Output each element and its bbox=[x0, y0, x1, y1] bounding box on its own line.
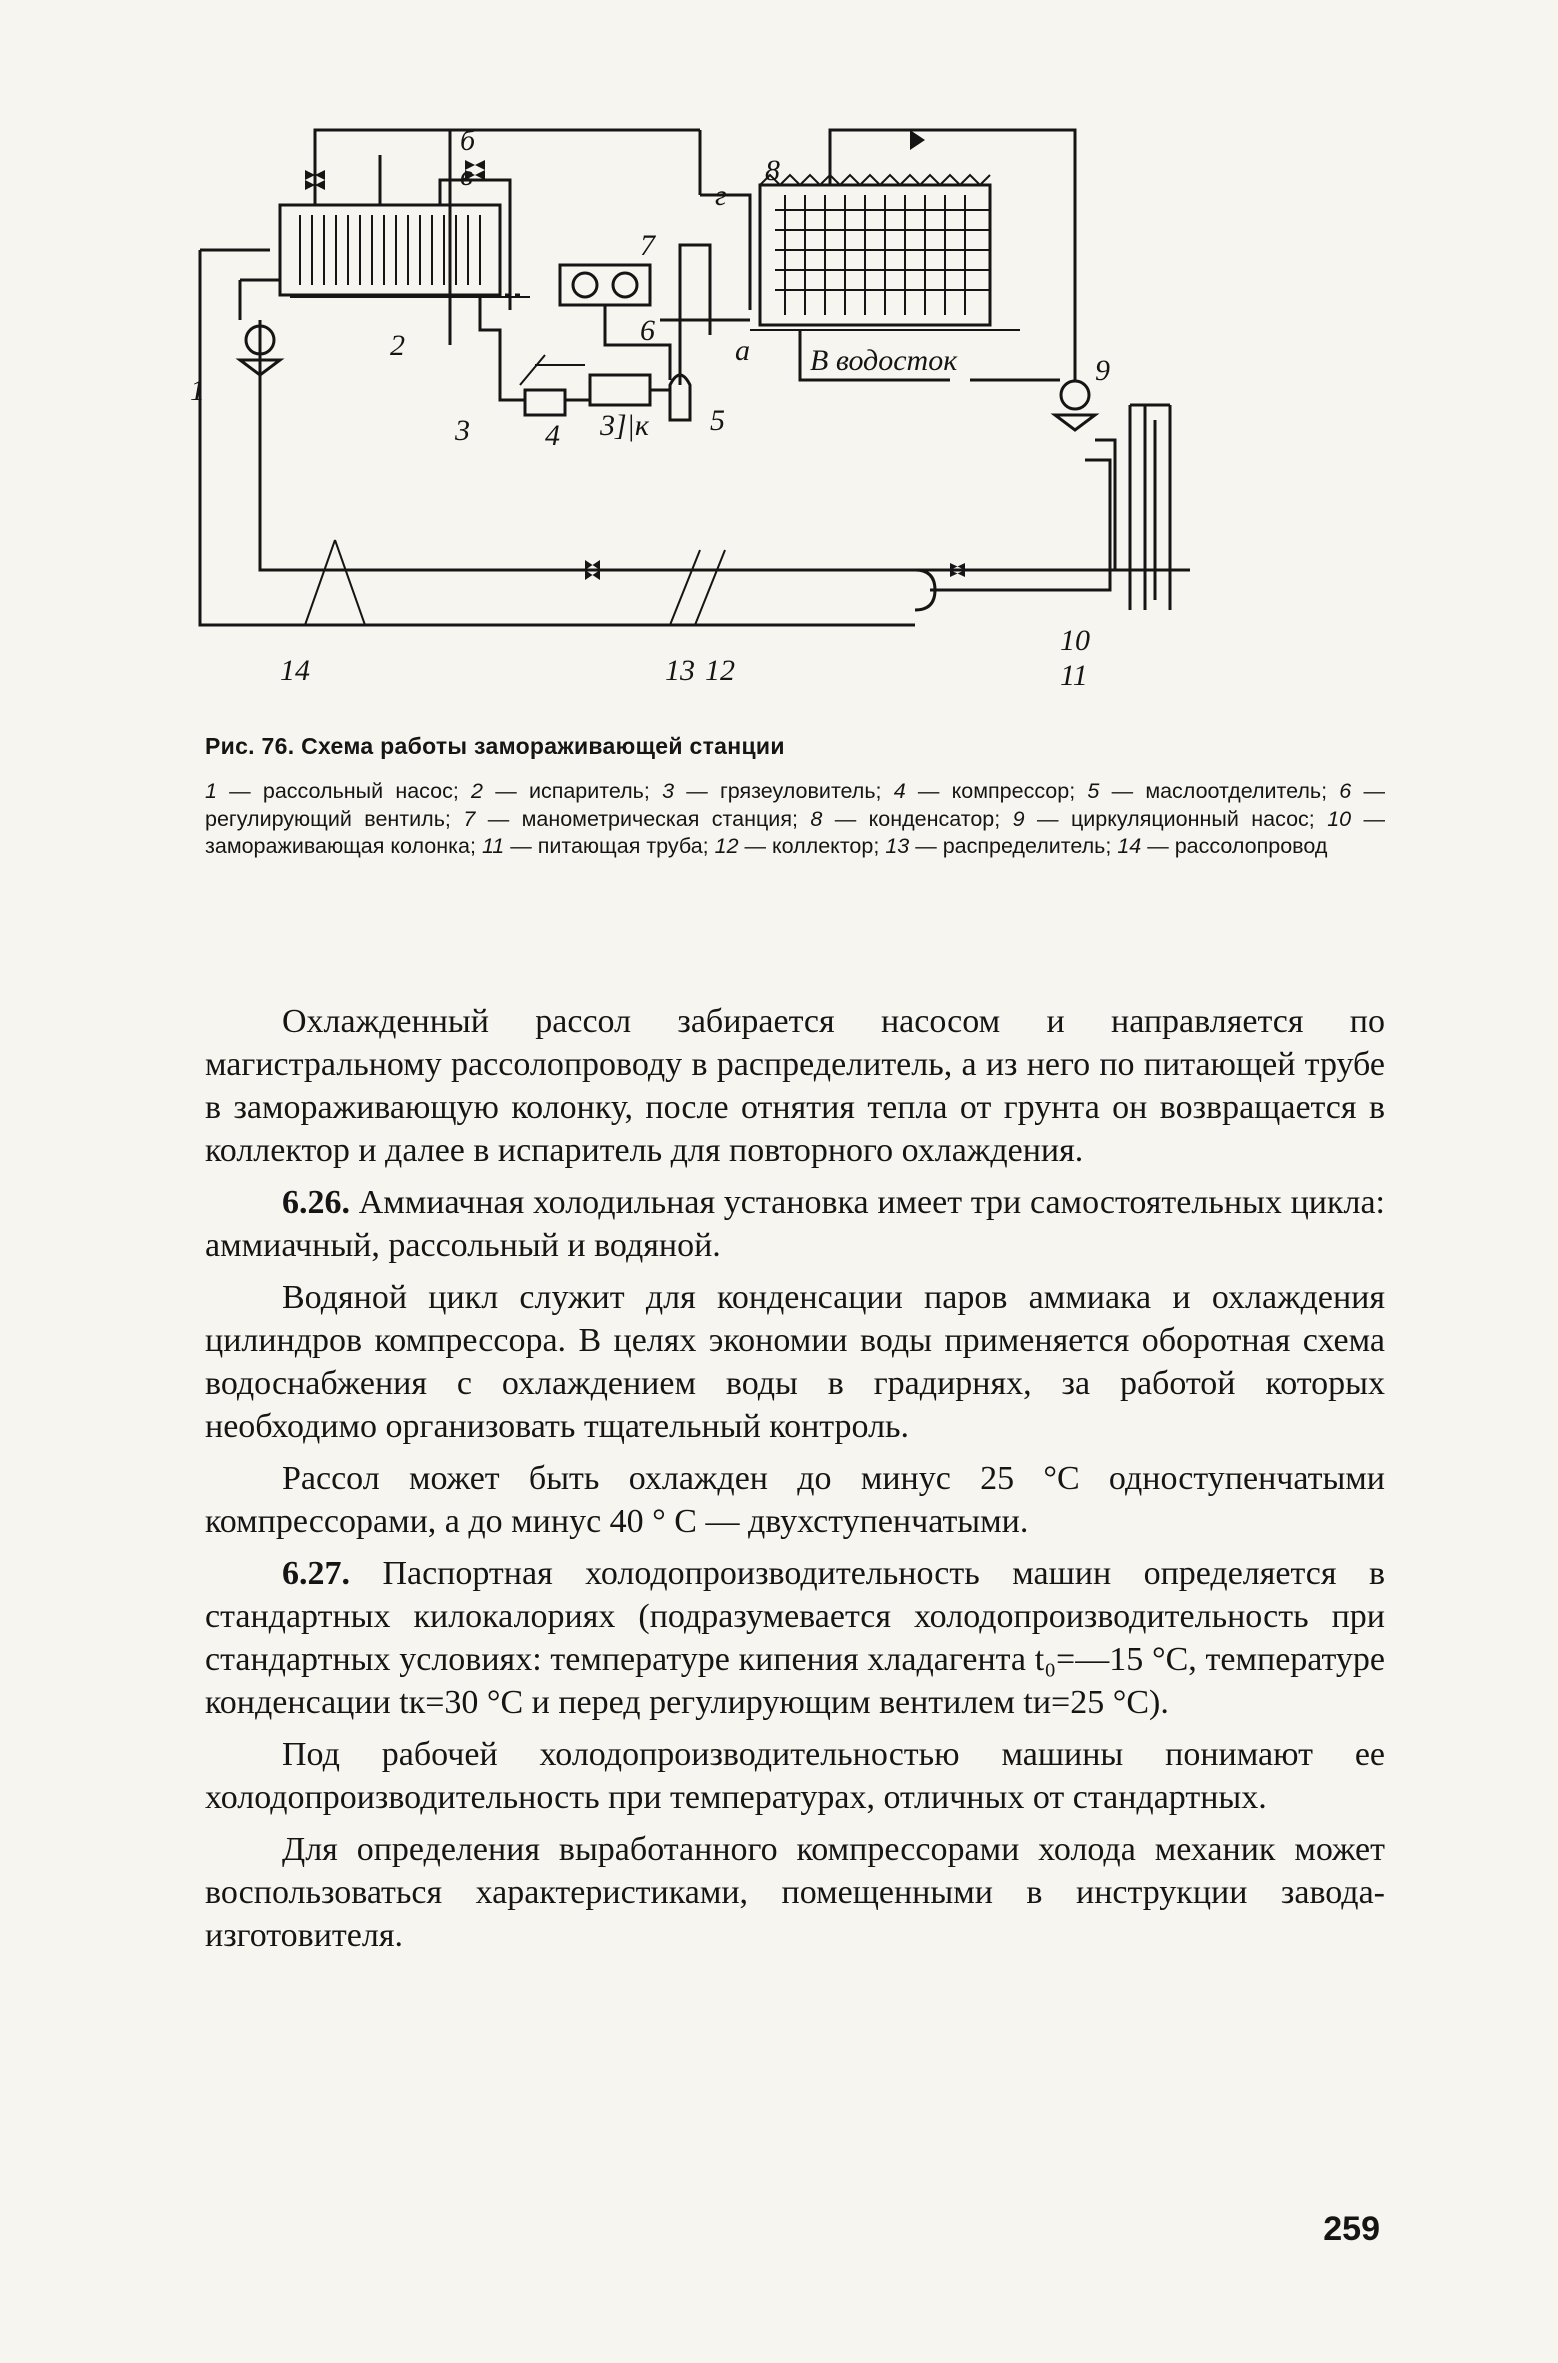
body-paragraph bbox=[205, 1457, 1385, 1543]
paragraph-text: Под рабочей холодопроизводительностью машины понимают ее холодопроизводительность при температурах, отличных от стандартных. bbox=[205, 1736, 1385, 1816]
legend-number: 11 bbox=[481, 834, 505, 858]
legend-number: 6 bbox=[1339, 779, 1352, 803]
paragraph-text: Аммиачная холодильная установка имеет три самостоятельных цикла: аммиачный, рассольный и водяной. bbox=[205, 1184, 1385, 1264]
legend-text: циркуляционный насос; bbox=[1070, 806, 1315, 831]
legend-number: 3 bbox=[662, 779, 675, 803]
label-1: 1 bbox=[190, 374, 205, 407]
drain-label: В водосток bbox=[810, 344, 958, 377]
body-paragraph bbox=[205, 1000, 1385, 1172]
body-paragraph bbox=[205, 1552, 1385, 1724]
legend-number: 2 bbox=[471, 779, 484, 803]
label-14: 14 bbox=[280, 654, 310, 687]
legend-text: замораживающая колонка; bbox=[205, 834, 476, 858]
body-paragraph bbox=[205, 1733, 1385, 1819]
label-5: 5 bbox=[710, 404, 725, 437]
condenser-coils bbox=[775, 195, 990, 315]
label-3: 3 bbox=[455, 414, 470, 447]
legend-number: 13 bbox=[885, 834, 910, 858]
figure-caption-title: Рис. 76. Схема работы замораживающей станции bbox=[205, 733, 785, 759]
legend-text: манометрическая станция; bbox=[521, 806, 798, 831]
label-a: а bbox=[735, 334, 750, 367]
label-v: в bbox=[460, 159, 474, 192]
label-13: 13 bbox=[665, 654, 695, 687]
legend-text: рассольный насос; bbox=[262, 779, 459, 803]
label-6: 6 bbox=[640, 314, 655, 347]
legend-number: 7 bbox=[463, 806, 476, 831]
legend-text: маслоотделитель; bbox=[1145, 779, 1328, 803]
valve bbox=[910, 130, 925, 150]
label-9: 9 bbox=[1095, 354, 1110, 387]
legend-text: коллектор; bbox=[772, 834, 880, 858]
paragraph-text: Для определения выработанного компрессорами холода механик может воспользоваться характеристиками, помещенными в инструкции завода-изготовителя. bbox=[205, 1831, 1385, 1954]
paragraph-text: Паспортная холодопроизводительность машин определяется в стандартных килокалориях (подразумевается холодопроизводительность при стандартных условиях: температуре кипения хладагента t₀=—15 °С, температуре конденсации tк=30 °С и перед регулирующим вентилем tи=25 °С). bbox=[205, 1555, 1385, 1721]
legend-text: рассолопровод bbox=[1174, 834, 1328, 858]
legend-text: конденсатор; bbox=[868, 806, 1001, 831]
label-4: 4 bbox=[545, 419, 560, 452]
freezing-station-diagram bbox=[190, 124, 1380, 730]
compressor-4 bbox=[590, 375, 650, 405]
page-number: 259 bbox=[1323, 2210, 1380, 2248]
legend-number: 9 bbox=[1012, 806, 1025, 831]
body-paragraph bbox=[205, 1276, 1385, 1448]
legend-number: 4 bbox=[893, 779, 906, 803]
label-12: 12 bbox=[705, 654, 735, 687]
paragraph-text: Водяной цикл служит для конденсации паров аммиака и охлаждения цилиндров компрессора. В целях экономии воды применяется оборотная схема водоснабжения с охлаждением воды в градирнях, за работой которых необходимо организовать тщательный контроль. bbox=[205, 1279, 1385, 1445]
label-10: 10 bbox=[1060, 624, 1090, 657]
freezing-column-10 bbox=[1130, 405, 1170, 610]
legend-text: компрессор; bbox=[951, 779, 1076, 803]
label-11: 11 bbox=[1060, 659, 1088, 692]
section-number: 6.26. bbox=[282, 1184, 350, 1221]
legend-text: грязеуловитель; bbox=[719, 779, 882, 803]
circulation-pump-9 bbox=[1061, 381, 1089, 409]
figure-legend: 1 — рассольный насос; 2 — испаритель; 3 — грязеуловитель; 4 — компрессор; 5 — маслоотделитель; 6 — регулирующий вентиль; 7 — манометрическая станция; 8 — конденсатор; 9 — циркуляционный насос; 10 — замораживающая колонка; 11 — питающая труба; 12 — коллектор; 13 — распределитель; 14 — рассолопровод bbox=[205, 779, 1386, 858]
label-7: 7 bbox=[640, 229, 655, 262]
legend-text: регулирующий вентиль; bbox=[205, 806, 451, 831]
legend-number: 5 bbox=[1087, 779, 1100, 803]
legend-number: 14 bbox=[1117, 834, 1142, 858]
legend-number: 1 bbox=[205, 779, 217, 803]
label-g: г bbox=[715, 179, 727, 212]
section-number: 6.27. bbox=[282, 1555, 350, 1592]
evaporator-coils bbox=[300, 215, 480, 285]
paragraph-text: Рассол может быть охлажден до минус 25 °С одноступенчатыми компрессорами, а до минус 40 ° С — двухступенчатыми. bbox=[205, 1460, 1385, 1540]
legend-text: распределитель; bbox=[942, 834, 1112, 858]
pipe-top-left bbox=[315, 130, 700, 205]
legend-text: питающая труба; bbox=[537, 834, 709, 858]
body-paragraph bbox=[205, 1181, 1385, 1267]
compressor-mark: 3]|к bbox=[600, 409, 649, 442]
label-8: 8 bbox=[765, 154, 780, 187]
body-text bbox=[205, 1000, 1385, 1966]
legend-text: испаритель; bbox=[528, 779, 650, 803]
label-b: б bbox=[460, 124, 476, 157]
body-paragraph bbox=[205, 1828, 1385, 1957]
diagram-svg bbox=[190, 124, 1380, 730]
condenser-8 bbox=[760, 185, 990, 325]
paragraph-text: Охлажденный рассол забирается насосом и направляется по магистральному рассолопроводу в распределитель, а из него по питающей трубе в замораживающую колонку, после отнятия тепла от грунта он возвращается в коллектор и далее в испаритель для повторного охлаждения. bbox=[205, 1003, 1385, 1169]
legend-number: 10 bbox=[1327, 806, 1352, 831]
legend-number: 12 bbox=[714, 834, 739, 858]
dirt-trap-3 bbox=[525, 390, 565, 415]
label-2: 2 bbox=[390, 329, 405, 362]
legend-number: 8 bbox=[810, 806, 823, 831]
